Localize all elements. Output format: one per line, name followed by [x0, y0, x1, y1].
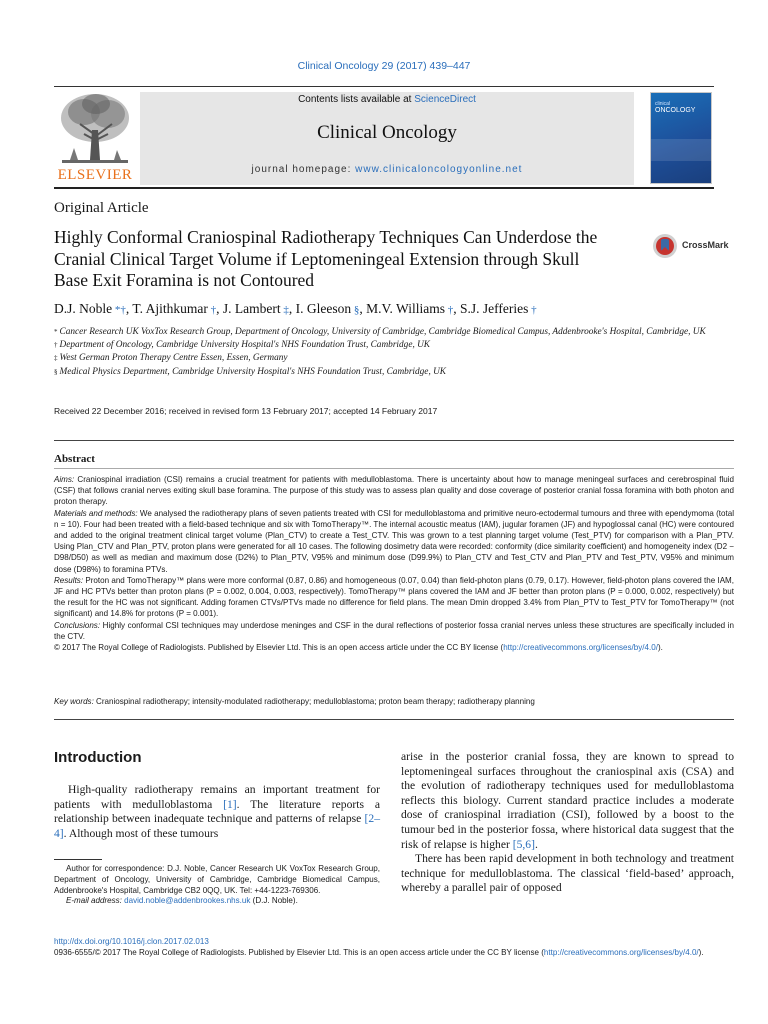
issn-end: ).	[698, 948, 704, 958]
author-marks[interactable]: †	[528, 304, 537, 316]
body-column-right	[401, 750, 734, 896]
header-rule-bottom	[54, 187, 714, 189]
sciencedirect-link[interactable]: ScienceDirect	[414, 94, 476, 105]
author-name: J. Lambert	[222, 301, 281, 316]
reference-link[interactable]: [1]	[223, 797, 237, 811]
license-link[interactable]: http://creativecommons.org/licenses/by/4.0/	[503, 643, 658, 653]
crossmark-icon	[652, 232, 678, 260]
affiliation	[54, 326, 714, 339]
body-text: arise in the posterior cranial fossa, they are known to spread to leptomeningeal surfaces throughout the craniospinal axis (CSA) and the evolution of radiotherapy techniques used for medulloblastoma reflects this biology. Current standard practice includes a moderate dose of craniospinal irradiation (CSI), followed by a boost to the tumour bed in the posterior fossa, where historical data suggest that the risk of relapse is higher	[401, 750, 734, 851]
author-separator: ,	[288, 301, 296, 316]
contents-prefix: Contents lists available at	[298, 94, 415, 105]
header-rule-top	[54, 86, 714, 87]
journal-cover-thumbnail	[650, 92, 712, 184]
conclusions-label: Conclusions:	[54, 620, 101, 630]
abstract-heading: Abstract	[54, 453, 95, 465]
conclusions-text: Highly conformal CSI techniques may underdose meninges and CSF in the dural reflections of posterior fossa cranial nerves unless these structures are specifically included in the CTV.	[54, 620, 734, 641]
results-text: Proton and TomoTherapy™ plans were more conformal (0.87, 0.86) and homogeneous (0.07, 0.04) than field-photon plans (0.79, 0.17). However, field-photon plans covered the IAM, JF and HC PTVs better than proton plans (P = 0.002, 0.004, 0.003, respectively). TomoTherapy™ plans covered the IAM and JF better than proton plans (P = 0.000, 0.002, respectively) but the result for the HC was not significant. Adding foramen CTVs/PTVs made no difference for field plans. The mean Dmin dropped 3.4% from Plan_PTV to Test_PTV for TomoTherapy™ (not significant) and 14.8% for protons (P = 0.001).	[54, 575, 734, 619]
results-label: Results:	[54, 575, 84, 585]
author[interactable]	[366, 301, 460, 316]
author[interactable]	[223, 301, 296, 316]
affiliation-text: Cancer Research UK VoxTox Research Group, Department of Oncology, University of Cambridge, Cambridge Biomedical Campus, Addenbrooke's Hospital, Cambridge, UK	[59, 327, 706, 337]
footer-license-link[interactable]: http://creativecommons.org/licenses/by/4.0/	[543, 948, 699, 958]
email-suffix: (D.J. Noble).	[250, 896, 298, 906]
author[interactable]	[460, 301, 537, 316]
affiliation	[54, 366, 714, 379]
email-link[interactable]: david.noble@addenbrookes.nhs.uk	[124, 896, 251, 906]
keywords	[54, 697, 734, 706]
author[interactable]	[132, 301, 223, 316]
abstract-rule-inner	[54, 468, 734, 469]
affiliation-mark: *	[54, 328, 58, 336]
abstract-rule-bottom	[54, 719, 734, 720]
article-title: Highly Conformal Craniospinal Radiotherapy Techniques Can Underdose the Cranial Clinical Target Volume if Leptomeningeal Extension through Skull Base Exit Foramina is not Contoured	[54, 227, 598, 290]
affiliation-mark: †	[54, 341, 58, 350]
body-paragraph	[54, 783, 380, 841]
author[interactable]	[54, 301, 132, 316]
affiliation-mark: §	[54, 367, 58, 376]
abstract-rule-top	[54, 440, 734, 441]
abstract-copyright	[54, 642, 734, 653]
homepage-line	[140, 164, 634, 175]
journal-name: Clinical Oncology	[317, 122, 457, 143]
footnote-email	[54, 896, 380, 907]
keywords-label: Key words:	[54, 697, 94, 706]
doi-link[interactable]: http://dx.doi.org/10.1016/j.clon.2017.02.013	[54, 937, 209, 946]
author-marks[interactable]: *†	[112, 304, 126, 316]
author-marks[interactable]: §	[351, 304, 360, 316]
affiliation-text: Department of Oncology, Cambridge University Hospital's NHS Foundation Trust, Cambridge, UK	[59, 340, 431, 351]
journal-citation[interactable]: Clinical Oncology 29 (2017) 439–447	[297, 60, 471, 72]
correspondence-footnote	[54, 864, 380, 907]
crossmark-label: CrossMark	[682, 240, 729, 250]
reference-link[interactable]: [2–4]	[54, 812, 380, 840]
cover-title-large: ONCOLOGY	[655, 107, 696, 114]
reference-link[interactable]: [5,6]	[512, 837, 535, 851]
affiliation-mark: ‡	[54, 354, 58, 363]
tree-icon	[54, 90, 136, 166]
homepage-prefix: journal homepage:	[251, 164, 356, 175]
publisher-name: ELSEVIER	[57, 167, 133, 183]
affiliation	[54, 352, 714, 365]
author-name: S.J. Jefferies	[459, 301, 529, 316]
cover-band	[651, 139, 713, 161]
aims-label: Aims:	[54, 475, 75, 484]
methods-text: We analysed the radiotherapy plans of seven patients treated with CSI for medulloblastoma and primitive neuro-ectodermal tumours and three with ependymoma (total n = 10). Four had been treated with a field-based technique and six with TomoTherapy™. The internal acoustic meatus (IAM), jugular foramen (JF) and hypoglossal canal (HC) were contoured and added to the original treatment clinical target volume (Plan_CTV) to create a Test_CTV. This was grown to a test planning target volume (Test_PTV) for comparison with a Plan_PTV. Using Plan_CTV and Plan_PTV, proton plans were generated for all 10 cases. The following dosimetry data were recorded: conformity (dice similarity coefficient) and homogeneity index (D2 − D98/D50) as well as median and maximum dose (D2%) to Plan_PTV, V95% and minimum dose (D99.9%) to Plan_CTV and Test_CTV and Plan_PTV and Test_PTV, V95% and minimum dose (D98%) to foramina PTVs.	[54, 508, 734, 574]
author-name: I. Gleeson	[295, 301, 352, 316]
body-text: High-quality radiotherapy remains an important treatment for patients with medulloblastoma	[54, 783, 380, 811]
issn-line	[54, 947, 734, 958]
affiliation-text: West German Proton Therapy Centre Essen, Essen, Germany	[59, 353, 288, 364]
copyright-end: ).	[657, 643, 663, 653]
author-name: D.J. Noble	[54, 301, 113, 316]
author-marks[interactable]: †	[444, 304, 454, 316]
author-separator: ,	[359, 301, 367, 316]
footnote-text: Author for correspondence: D.J. Noble, Cancer Research UK VoxTox Research Group, Department of Oncology, University of Cambridge, Cambridge Biomedical Campus, Addenbrooke's Hospital, Cambridge CB2 0QQ, UK. Tel: +44-1223-769306.	[54, 864, 380, 895]
affiliations	[54, 326, 714, 379]
author-separator: ,	[125, 301, 133, 316]
journal-masthead	[140, 92, 634, 185]
author-separator: ,	[216, 301, 223, 316]
body-column-left	[54, 783, 380, 841]
abstract-body	[54, 474, 734, 653]
copyright-text: © 2017 The Royal College of Radiologists. Published by Elsevier Ltd. This is an open access article under the CC BY license (	[54, 643, 504, 653]
issn-text: 0936-6555/© 2017 The Royal College of Radiologists. Published by Elsevier Ltd. This is an open access article under the CC BY license (	[54, 948, 544, 958]
abstract-conclusions	[54, 620, 734, 642]
body-paragraph	[401, 750, 734, 852]
contents-line	[140, 94, 634, 105]
article-type: Original Article	[54, 200, 149, 216]
crossmark-badge[interactable]	[652, 232, 732, 260]
author[interactable]	[296, 301, 366, 316]
aims-text: Craniospinal irradiation (CSI) remains a crucial treatment for patients with medulloblastoma. There is uncertainty about how to manage meningeal surfaces and cerebrospinal fluid (CSF) that follows cranial nerves exiting skull base foramina. The purpose of this study was to assess plan quality and dose coverage of posterior cranial fossa foramina with both photon and proton therapy.	[54, 475, 734, 507]
homepage-link[interactable]: www.clinicaloncologyonline.net	[355, 164, 523, 175]
methods-label: Materials and methods:	[54, 508, 138, 518]
email-label: E-mail address:	[66, 896, 125, 906]
author-name: T. Ajithkumar	[132, 301, 208, 316]
author-marks[interactable]: ‡	[280, 304, 289, 316]
author-name: M.V. Williams	[366, 301, 445, 316]
body-text: . The literature reports a relationship between inadequate technique and patterns of relapse	[54, 797, 380, 826]
page-footer	[54, 936, 734, 959]
article-history: Received 22 December 2016; received in revised form 13 February 2017; accepted 14 February 2017	[54, 406, 438, 416]
body-text: .	[534, 837, 538, 851]
abstract-methods	[54, 508, 734, 575]
section-heading-introduction: Introduction	[54, 749, 142, 766]
affiliation	[54, 339, 714, 352]
author-list	[54, 301, 734, 317]
abstract-results	[54, 575, 734, 620]
author-marks[interactable]: †	[207, 304, 217, 316]
abstract-aims	[54, 474, 734, 508]
cover-title-small: clinical	[655, 101, 671, 107]
affiliation-text: Medical Physics Department, Cambridge University Hospital's NHS Foundation Trust, Cambridge, UK	[59, 366, 447, 377]
author-separator: ,	[453, 301, 460, 316]
footnote-rule	[54, 859, 102, 860]
elsevier-logo	[54, 90, 136, 184]
body-text: . Although most of these tumours	[63, 826, 219, 840]
body-paragraph: There has been rapid development in both technology and treatment technique for medulloblastoma. The classical ‘field-based’ approach, whereby a parallel pair of opposed	[401, 852, 734, 895]
keywords-text: Craniospinal radiotherapy; intensity-modulated radiotherapy; medulloblastoma; proton beam therapy; radiotherapy planning	[93, 697, 535, 706]
